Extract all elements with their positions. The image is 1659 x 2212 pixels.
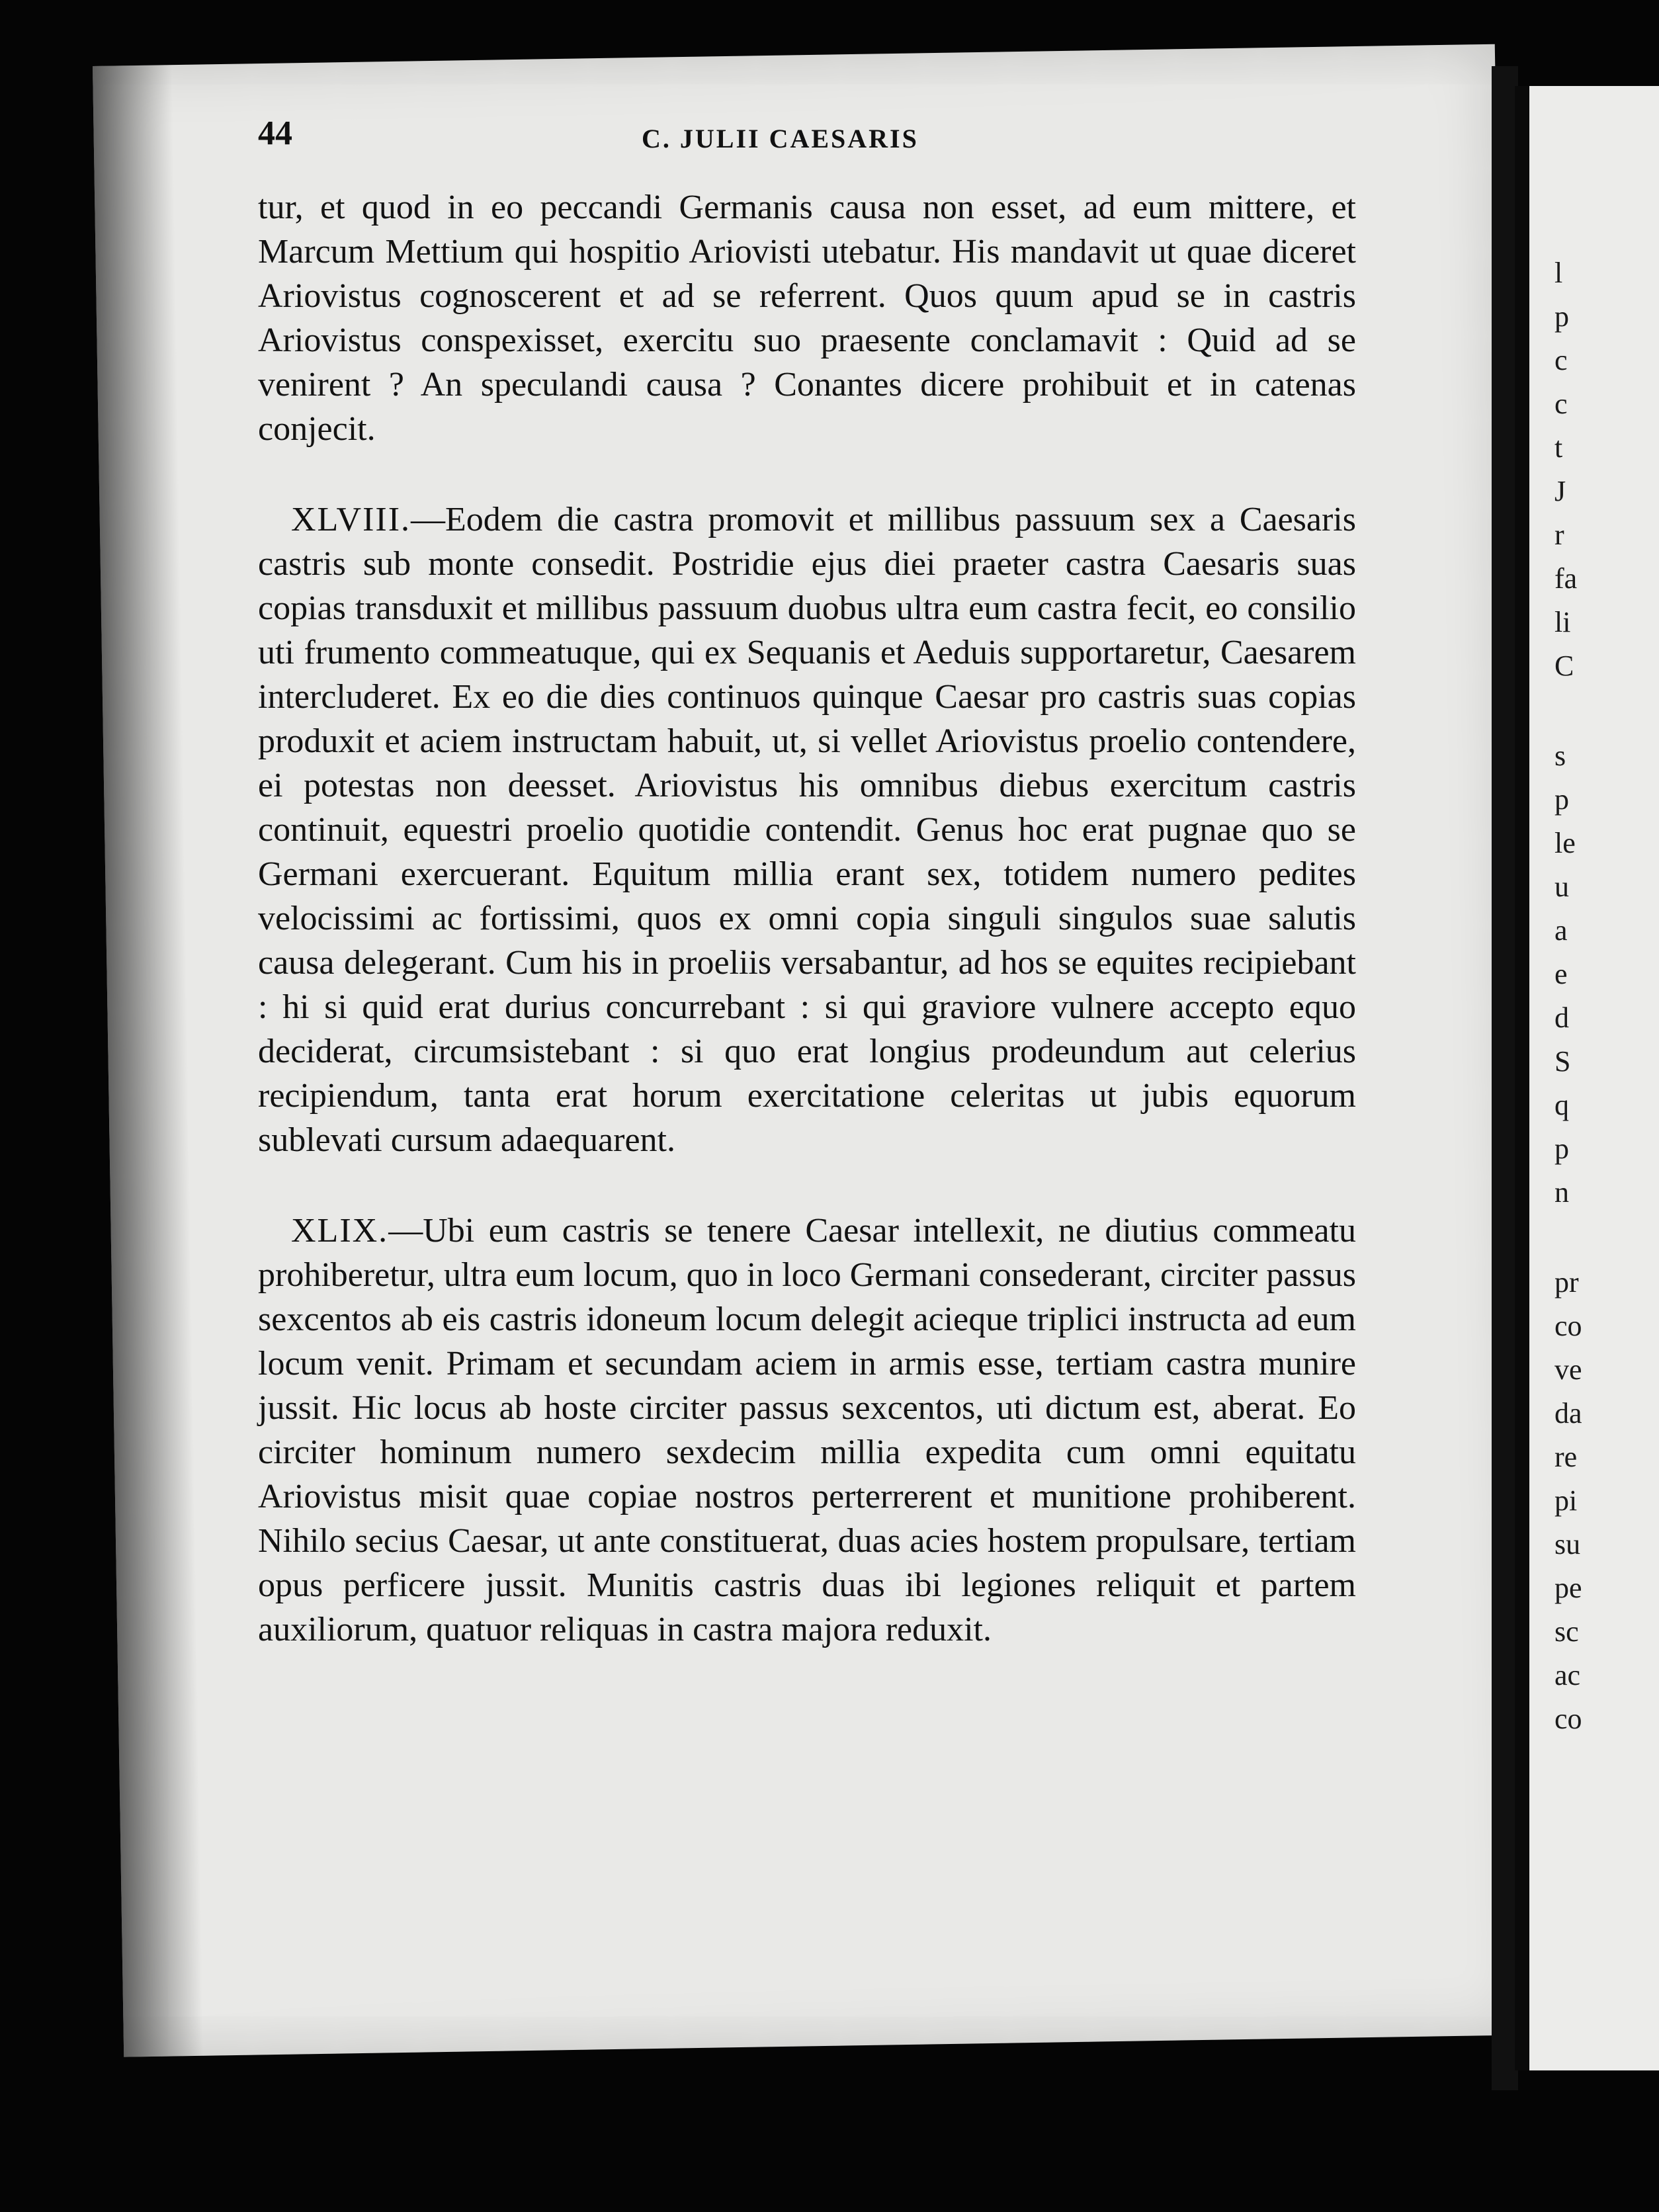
paragraph-text: tur, et quod in eo peccandi Germanis causa non esset, ad eum mittere, et Marcum Mettium qui hospitio Ariovisti utebatur. His mandavit ut quae diceret Ariovistus cognoscerent et ad se referrent. Quos quum apud se in castris Ariovistus conspexisset, exercitu suo praesente conclamavit : Quid ad se venirent ? An speculandi causa ? Conantes dicere prohibuit et in catenas conjecit. bbox=[258, 189, 1356, 448]
fragment-line: p bbox=[1554, 300, 1569, 333]
fragment-line: le bbox=[1554, 827, 1576, 859]
fragment-line: c bbox=[1554, 344, 1568, 376]
chapter-xlviii bbox=[258, 497, 1356, 1162]
fragment-line: su bbox=[1554, 1528, 1581, 1560]
spine-shadow bbox=[93, 65, 203, 2057]
fragment-line: sc bbox=[1554, 1615, 1579, 1648]
paragraph-text: —Ubi eum castris se tenere Caesar intellexit, ne diutius commeatu prohiberetur, ultra eum locum, quo in loco Germani consederant, circiter passus sexcentos ab eis castris idoneum locum delegit acieque triplici instructa ad eum locum venit. Primam et secundam aciem in armis esse, tertiam castra munire jussit. Hic locus ab hoste circiter passus sexcentos, uti dictum est, aberat. Eo circiter hominum numero sexdecim millia expedita cum omni equitatu Ariovistus misit quae copiae nostros perterrerent et munitione prohiberent. Nihilo secius Caesar, ut ante constituerat, duas acies hostem propulsare, tertiam opus perficere jussit. Munitis castris duas ibi legiones reliquit et partem auxiliorum, quatuor reliquas in castra majora reduxit. bbox=[258, 1212, 1356, 1648]
fragment-gap bbox=[1554, 1214, 1654, 1261]
fragment-line: li bbox=[1554, 606, 1571, 638]
fragment-line: r bbox=[1554, 519, 1564, 551]
book-gutter bbox=[1492, 66, 1518, 2090]
fragment-line: p bbox=[1554, 783, 1569, 816]
fragment-line: pi bbox=[1554, 1484, 1578, 1517]
paragraph-text: —Eodem die castra promovit et millibus passuum sex a Caesaris castris sub monte consedit. Postridie ejus diei praeter castra Caesaris suas copias transduxit et millibus passuum duobus ultra eum castra fecit, eo consilio uti frumento commeatuque, qui ex Sequanis et Aeduis supportaretur, Caesarem intercluderet. Ex eo die dies continuos quinque Caesar pro castris suas copias produxit et aciem instructam habuit, ut, si vellet Ariovistus proelio contendere, ei potestas non deesset. Ariovistus his omnibus diebus exercitum castris continuit, equestri proelio quotidie contendit. Genus hoc erat pugnae quo se Germani exercuerant. Equitum millia erant sex, totidem numero pedites velocissimi ac fortissimi, quos ex omni copia singuli singulos suae salutis causa delegerant. Cum his in proeliis versabantur, ad hos se equites recipiebant : hi si quid erat durius concurrebant : si qui graviore vulnere accepto equo deciderat, circumsistebant : si quo erat longius prodeundum aut celerius recipiendum, tanta erat horum exercitatione celeritas ut jubis equorum sublevati cursum adaequarent. bbox=[258, 501, 1356, 1159]
chapter-number: XLIX. bbox=[291, 1212, 389, 1250]
fragment-line: e bbox=[1554, 958, 1568, 990]
fragment-line: d bbox=[1554, 1001, 1569, 1034]
fragment-line: co bbox=[1554, 1703, 1582, 1735]
running-title: C. JULII CAESARIS bbox=[642, 124, 919, 153]
fragment-line: t bbox=[1554, 431, 1563, 464]
fragment-line: s bbox=[1554, 740, 1566, 772]
fragment-line: pe bbox=[1554, 1572, 1582, 1604]
paragraph-continuation bbox=[258, 185, 1356, 451]
chapter-xlix bbox=[258, 1209, 1356, 1652]
fragment-line: n bbox=[1554, 1176, 1569, 1209]
page-header bbox=[258, 114, 1382, 167]
fragment-line: a bbox=[1554, 914, 1568, 947]
fragment-line: u bbox=[1554, 871, 1569, 903]
fragment-line: fa bbox=[1554, 562, 1578, 595]
fragment-line: ac bbox=[1554, 1659, 1581, 1691]
facing-page-text-fragments bbox=[1554, 251, 1654, 1741]
fragment-line: C bbox=[1554, 650, 1574, 682]
chapter-number: XLVIII. bbox=[291, 501, 411, 538]
fragment-line: q bbox=[1554, 1089, 1569, 1121]
page-body bbox=[258, 185, 1356, 1698]
fragment-line: co bbox=[1554, 1310, 1582, 1342]
fragment-line: re bbox=[1554, 1441, 1578, 1473]
fragment-line: da bbox=[1554, 1397, 1582, 1429]
fragment-line: S bbox=[1554, 1045, 1571, 1078]
fragment-gap bbox=[1554, 688, 1654, 734]
fragment-line: pr bbox=[1554, 1266, 1579, 1298]
fragment-line: J bbox=[1554, 475, 1566, 507]
page-number: 44 bbox=[258, 114, 292, 152]
fragment-line: ve bbox=[1554, 1353, 1582, 1386]
fragment-line: l bbox=[1554, 257, 1563, 289]
fragment-line: c bbox=[1554, 388, 1568, 420]
fragment-line: p bbox=[1554, 1132, 1569, 1165]
